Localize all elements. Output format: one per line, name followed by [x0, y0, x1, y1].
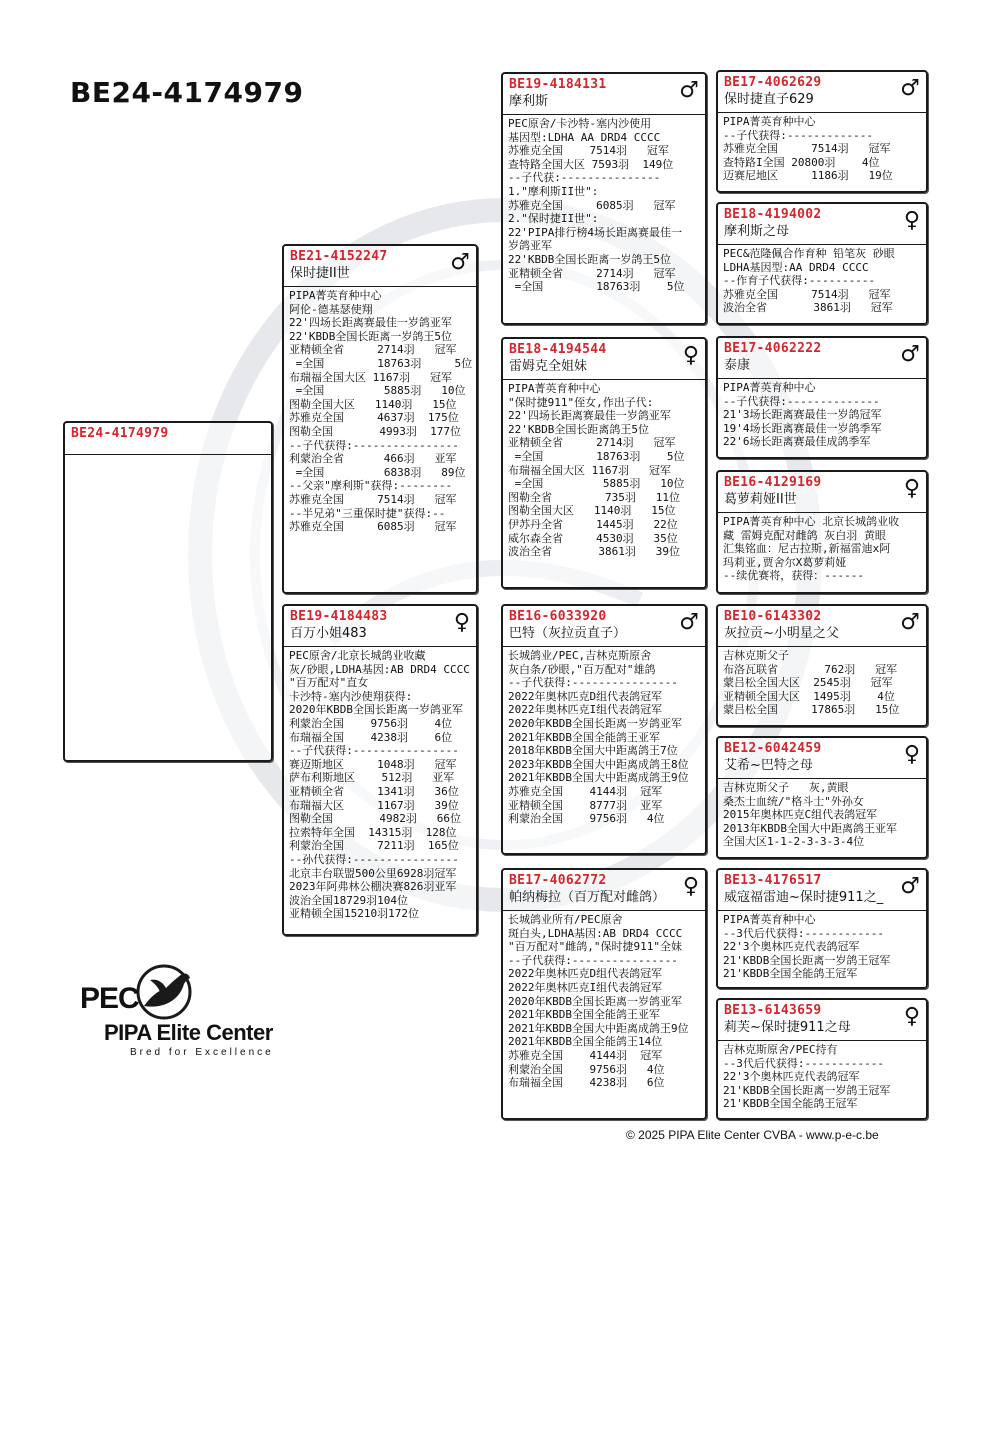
subject-ring-id: BE24-4174979 — [71, 426, 169, 441]
footer-copyright: © 2025 PIPA Elite Center CVBA - www.p-e-c.be — [626, 1128, 879, 1142]
card-line: 21'KBDB全国全能鸽王冠军 — [723, 967, 858, 981]
card-line: 苏雅克全国 7514羽 冠军 — [289, 492, 457, 506]
ring-id: BE17-4062629 — [724, 75, 822, 90]
card-line: 布瑞福大区 1167羽 39位 — [289, 798, 459, 812]
card-line: 2020年KBDB全国长距离一岁鸽亚军 — [289, 703, 463, 717]
card-body — [503, 647, 705, 829]
card-line: 吉林克斯父子 灰,黄眼 — [723, 781, 849, 794]
pedigree-card-ss — [501, 72, 707, 325]
ring-id: BE19-4184483 — [290, 609, 388, 624]
pedigree-card-sds — [716, 336, 928, 459]
card-line: --作育子代获得:---------- — [723, 274, 876, 288]
card-line: 2021年KBDB全国全能鸽王亚军 — [508, 1008, 660, 1022]
card-line: 布瑞福全国大区 1167羽 冠军 — [508, 463, 671, 477]
card-line: 亚精顿全省 2714羽 冠军 — [508, 266, 676, 280]
logo-brand: PEC — [80, 982, 139, 1015]
card-line: --子代获得:---------------- — [508, 676, 678, 690]
card-line: 伊苏丹全省 1445羽 22位 — [508, 517, 678, 531]
card-line: =全国 18763羽 5位 — [508, 280, 685, 294]
pedigree-card-dsd — [716, 736, 928, 859]
card-body — [284, 647, 476, 924]
pedigree-card-dd — [501, 868, 707, 1120]
card-body — [503, 380, 705, 562]
card-line: 21'KBDB全国长距离一岁鸽王冠军 — [723, 953, 891, 967]
card-line: 苏雅克全国 6085羽 冠军 — [289, 520, 457, 534]
card-header — [718, 472, 926, 513]
card-line: 21'KBDB全国长距离一岁鸽王冠军 — [723, 1083, 891, 1097]
card-line: 2021年KBDB全国大中距离成鸽王9位 — [508, 771, 689, 785]
card-line: 2021年KBDB全国大中距离成鸽王9位 — [508, 1021, 689, 1035]
pigeon-name: 葛萝莉娅II世 — [724, 492, 797, 507]
card-header — [718, 338, 926, 379]
card-header — [284, 246, 476, 287]
ring-id: BE21-4152247 — [290, 249, 388, 264]
card-line: 2020年KBDB全国长距离一岁鸽亚军 — [508, 716, 682, 730]
card-line: 利蒙治全国 7211羽 165位 — [289, 839, 459, 853]
card-header — [503, 870, 705, 911]
card-line: 阿伦-德基瑟使翔 — [289, 302, 373, 316]
card-line: 2020年KBDB全国长距离一岁鸽亚军 — [508, 994, 682, 1008]
card-line: "百万配对"雌鸽,"保时捷911"全妹 — [508, 940, 682, 954]
card-line: "百万配对"直女 — [289, 676, 369, 690]
card-line: 岁鸽亚军 — [508, 239, 552, 253]
pedigree-card-sss — [716, 70, 928, 193]
card-line: 21'KBDB全国全能鸽王冠军 — [723, 1097, 858, 1111]
card-line: --父亲"摩利斯"获得:-------- — [289, 479, 453, 493]
card-header — [718, 1000, 926, 1041]
card-line: =全国 5885羽 10位 — [289, 384, 466, 398]
card-line: 2021年KBDB全国全能鸽王亚军 — [508, 730, 660, 744]
card-line: 22'KBDB全国长距离一岁鸽王5位 — [508, 252, 671, 266]
male-icon: ♂ — [450, 250, 470, 275]
female-icon: ♀ — [903, 742, 920, 767]
card-line: =全国 5885羽 10位 — [508, 477, 685, 491]
card-line: PIPA菁英育种中心 — [289, 289, 382, 302]
card-body — [718, 379, 926, 452]
pigeon-name: 保时捷II世 — [290, 266, 350, 281]
card-line: 2021年KBDB全国全能鸽王14位 — [508, 1035, 663, 1049]
card-line: 22'KBDB全国长距离一岁鸽王5位 — [289, 329, 452, 343]
card-line: 2022年奥林匹克I组代表鸽冠军 — [508, 703, 663, 717]
card-line: 苏雅克全国 6085羽 冠军 — [508, 198, 676, 212]
card-line: --孙代获得:---------------- — [289, 852, 459, 866]
male-icon: ♂ — [900, 610, 920, 635]
card-line: "保时捷911"侄女,作出子代: — [508, 395, 654, 409]
card-line: 22'3个奥林匹克代表鸽冠军 — [723, 940, 860, 954]
card-line: PIPA菁英育种中心 北京长城鸽业收 — [723, 515, 900, 528]
card-line: 布瑞福全国 4238羽 6位 — [508, 1076, 665, 1090]
female-icon: ♀ — [903, 208, 920, 233]
card-line: 布洛瓦联省 762羽 冠军 — [723, 662, 898, 676]
ring-id: BE10-6143302 — [724, 609, 822, 624]
card-line: --3代后代获得:------------ — [723, 1056, 884, 1070]
card-body — [284, 287, 476, 537]
card-line: PIPA菁英育种中心 — [723, 115, 816, 128]
pec-logo — [78, 962, 318, 1062]
card-line: 22'四场长距离赛最佳一岁鸽亚军 — [508, 409, 671, 423]
card-line: 亚精顿全国15210羽172位 — [289, 907, 419, 921]
card-body — [718, 647, 926, 720]
card-line: 1."摩利斯II世": — [508, 184, 599, 198]
card-line: 22'3个奥林匹克代表鸽冠军 — [723, 1070, 860, 1084]
card-body — [718, 911, 926, 984]
card-line: 苏雅克全国 7514羽 冠军 — [508, 144, 669, 158]
card-line: PIPA菁英育种中心 — [723, 913, 816, 926]
pigeon-name: 摩利斯之母 — [724, 224, 790, 239]
card-body — [718, 113, 926, 186]
card-line: 查特路全国大区 7593羽 149位 — [508, 157, 674, 171]
pigeon-name: 帕纳梅拉（百万配对雌鸽） — [509, 890, 666, 905]
card-line: 19'4场长距离赛最佳一岁鸽季军 — [723, 421, 882, 435]
card-header — [503, 339, 705, 380]
card-line: 图勒全国 4982羽 66位 — [289, 812, 461, 826]
card-line: 22'6场长距离赛最佳成鸽季军 — [723, 435, 871, 449]
card-line: 苏雅克全国 4637羽 175位 — [289, 411, 459, 425]
card-line: 2023年KBDB全国大中距离成鸽王8位 — [508, 757, 689, 771]
card-header — [718, 606, 926, 647]
card-line: 蒙吕松全国大区 2545羽 冠军 — [723, 676, 893, 690]
card-header — [503, 74, 705, 115]
female-icon: ♀ — [682, 874, 699, 899]
card-line: 亚精顿全国大区 1495羽 4位 — [723, 689, 895, 703]
male-icon: ♂ — [900, 76, 920, 101]
pedigree-card-ds — [501, 604, 707, 855]
card-line: 萨布利斯地区 512羽 亚军 — [289, 771, 455, 785]
card-line: 汇集铭血：尼古拉斯,新福雷迪x阿 — [723, 542, 891, 556]
card-line: 藏 雷姆克配对雌鸽 灰白羽 黄眼 — [723, 528, 886, 542]
card-body — [718, 1041, 926, 1114]
female-icon: ♀ — [682, 343, 699, 368]
card-line: 22'四场长距离赛最佳一岁鸽亚军 — [289, 316, 452, 330]
card-line: 图勒全国大区 1140羽 15位 — [289, 397, 457, 411]
card-line: --子代获得:---------------- — [289, 438, 459, 452]
logo-tagline: Bred for Excellence — [130, 1047, 274, 1058]
pigeon-name: 灰拉贡~小明星之父 — [724, 626, 839, 641]
card-line: PIPA菁英育种中心 — [723, 381, 816, 394]
card-line: --续优赛将，获得：------ — [723, 569, 864, 583]
card-line: 布瑞福全国大区 1167羽 冠军 — [289, 370, 452, 384]
pigeon-name: 威寇福雷迪~保时捷911之_ — [724, 890, 884, 905]
pedigree-card-ssd — [716, 202, 928, 325]
card-header — [284, 606, 476, 647]
card-line: 波治全国18729羽104位 — [289, 893, 408, 907]
card-line: 桑杰士血统/"格斗士"外孙女 — [723, 794, 864, 808]
card-line: 图勒全省 735羽 11位 — [508, 490, 680, 504]
card-header — [718, 204, 926, 245]
pedigree-card-sire — [282, 244, 478, 594]
pigeon-name: 泰康 — [724, 358, 751, 373]
card-line: 2015年奥林匹克C组代表鸽冠军 — [723, 808, 878, 822]
card-line: 吉林克斯原舍/PEC持有 — [723, 1043, 838, 1056]
ring-id: BE13-6143659 — [724, 1003, 822, 1018]
card-line: 全国大区1-1-2-3-3-3-4位 — [723, 835, 865, 849]
pedigree-card-dds — [716, 868, 928, 989]
card-line: =全国 18763羽 5位 — [508, 449, 685, 463]
pedigree-card-dss — [716, 604, 928, 727]
logo-name: PIPA Elite Center — [104, 1020, 273, 1045]
female-icon: ♀ — [453, 610, 470, 635]
card-line: 威尔森全省 4530羽 35位 — [508, 531, 678, 545]
card-line: 赛迈斯地区 1048羽 冠军 — [289, 757, 457, 771]
card-line: 基因型:LDHA AA DRD4 CCCC — [508, 130, 661, 144]
pigeon-name: 雷姆克全姐妹 — [509, 359, 588, 374]
female-icon: ♀ — [903, 476, 920, 501]
ring-id: BE18-4194002 — [724, 207, 822, 222]
card-line: PEC原舍/卡沙特-塞内沙使用 — [508, 117, 652, 130]
ring-id: BE16-4129169 — [724, 475, 822, 490]
male-icon: ♂ — [679, 78, 699, 103]
card-line: PIPA菁英育种中心 — [508, 382, 601, 395]
card-header — [718, 72, 926, 113]
female-icon: ♀ — [903, 1004, 920, 1029]
ring-id: BE16-6033920 — [509, 609, 607, 624]
card-line: 亚精顿全省 2714羽 冠军 — [289, 343, 457, 357]
ring-id: BE17-4062222 — [724, 341, 822, 356]
pigeon-name: 巴特（灰拉贡直子） — [509, 626, 627, 641]
ring-id: BE18-4194544 — [509, 342, 607, 357]
pigeon-icon — [130, 962, 200, 1020]
card-line: 卡沙特-塞内沙使翔获得: — [289, 689, 413, 703]
card-line: 布瑞福全国 4238羽 6位 — [289, 730, 453, 744]
card-line: 苏雅克全国 7514羽 冠军 — [723, 142, 891, 156]
card-line: 图勒全国 4993羽 177位 — [289, 424, 461, 438]
card-line: --半兄弟"三重保时捷"获得:-- — [289, 506, 446, 520]
pedigree-card-ddd — [716, 998, 928, 1120]
ring-id: BE19-4184131 — [509, 77, 607, 92]
pigeon-name: 保时捷直子629 — [724, 92, 814, 107]
card-line: =全国 6838羽 89位 — [289, 465, 466, 479]
card-line: PEC原舍/北京长城鸽业收藏 — [289, 649, 426, 662]
card-line: 亚精顿全省 1341羽 36位 — [289, 784, 459, 798]
pigeon-name: 摩利斯 — [509, 94, 549, 109]
card-line: 2013年KBDB全国大中距离鸽王亚军 — [723, 821, 897, 835]
card-line: 波治全省 3861羽 冠军 — [723, 301, 893, 315]
card-line: 2018年KBDB全国大中距离鸽王7位 — [508, 744, 678, 758]
card-line: 查特路I全国 20800羽 4位 — [723, 155, 880, 169]
card-line: 22'PIPA排行榜4场长距离赛最佳一 — [508, 225, 682, 239]
card-line: 2."保时捷II世": — [508, 212, 599, 226]
card-line: 利蒙治全省 466羽 亚军 — [289, 452, 457, 466]
card-line: 图勒全国大区 1140羽 15位 — [508, 504, 676, 518]
card-line: 亚精顿全省 2714羽 冠军 — [508, 436, 676, 450]
page-title: BE24-4174979 — [70, 76, 304, 109]
male-icon: ♂ — [900, 342, 920, 367]
ring-id: BE17-4062772 — [509, 873, 607, 888]
card-line: 22'KBDB全国长距离鸽王5位 — [508, 422, 649, 436]
card-body — [503, 911, 705, 1093]
card-line: 利蒙治全国 9756羽 4位 — [508, 1062, 665, 1076]
card-line: 灰白条/砂眼,"百万配对"雄鸽 — [508, 662, 656, 676]
card-line: LDHA基因型:AA DRD4 CCCC — [723, 260, 869, 274]
card-line: --子代获得:-------------- — [723, 394, 880, 408]
ring-id: BE13-4176517 — [724, 873, 822, 888]
card-line: 吉林克斯父子 — [723, 649, 789, 662]
card-line: 利蒙治全国 9756羽 4位 — [508, 812, 665, 826]
card-line: 玛莉亚,贾舍尔X葛萝莉娅 — [723, 555, 847, 569]
card-line: 2022年奥林匹克I组代表鸽冠军 — [508, 980, 663, 994]
card-line: 波治全省 3861羽 39位 — [508, 545, 680, 559]
card-line: --子代获得:---------------- — [289, 744, 459, 758]
card-header — [718, 870, 926, 911]
card-line: --子代获:--------------- — [508, 171, 661, 185]
pedigree-card-dam — [282, 604, 478, 936]
card-body — [718, 245, 926, 318]
card-line: 苏雅克全国 7514羽 冠军 — [723, 287, 891, 301]
card-line: =全国 18763羽 5位 — [289, 356, 473, 370]
subject-card-header — [65, 423, 271, 455]
card-line: --子代获得:------------- — [723, 128, 873, 142]
card-line: 2022年奥林匹克D组代表鸽冠军 — [508, 967, 663, 981]
card-body — [718, 513, 926, 586]
ring-id: BE12-6042459 — [724, 741, 822, 756]
card-header — [718, 738, 926, 779]
card-line: 蒙吕松全国 17865羽 15位 — [723, 703, 900, 717]
pedigree-card-sdd — [716, 470, 928, 594]
card-line: 斑白头,LDHA基因:AB DRD4 CCCC — [508, 926, 683, 940]
card-body — [718, 779, 926, 852]
card-line: 长城鸽业/PEC,吉林克斯原舍 — [508, 649, 652, 662]
pigeon-name: 艾希~巴特之母 — [724, 758, 813, 773]
card-line: 利蒙治全国 9756羽 4位 — [289, 716, 453, 730]
subject-card — [63, 421, 273, 762]
card-line: 2022年奥林匹克D组代表鸽冠军 — [508, 689, 663, 703]
card-line: 亚精顿全国 8777羽 亚军 — [508, 798, 663, 812]
card-line: 苏雅克全国 4144羽 冠军 — [508, 1048, 663, 1062]
card-line: 长城鸽业所有/PEC原舍 — [508, 913, 623, 926]
card-line: 2023年阿弗林公棚决赛826羽亚军 — [289, 880, 457, 894]
card-line: --3代后代获得:------------ — [723, 926, 884, 940]
card-line: 迈赛尼地区 1186羽 19位 — [723, 169, 893, 183]
card-line: 灰/砂眼,LDHA基因:AB DRD4 CCCC — [289, 662, 470, 676]
card-line: --子代获得:---------------- — [508, 953, 678, 967]
pigeon-name: 莉芙~保时捷911之母 — [724, 1020, 851, 1035]
card-line: 21'3场长距离赛最佳一岁鸽冠军 — [723, 408, 882, 422]
pedigree-card-sd — [501, 337, 707, 589]
male-icon: ♂ — [679, 610, 699, 635]
card-header — [503, 606, 705, 647]
card-line: 北京丰台联盟500公里6928羽冠军 — [289, 866, 457, 880]
card-line: 拉索特年全国 14315羽 128位 — [289, 825, 457, 839]
male-icon: ♂ — [900, 874, 920, 899]
card-line: 苏雅克全国 4144羽 冠军 — [508, 784, 663, 798]
pigeon-name: 百万小姐483 — [290, 626, 367, 641]
card-line: PEC&范隆佩合作育种 铅笔灰 砂眼 — [723, 247, 895, 260]
card-body — [503, 115, 705, 297]
